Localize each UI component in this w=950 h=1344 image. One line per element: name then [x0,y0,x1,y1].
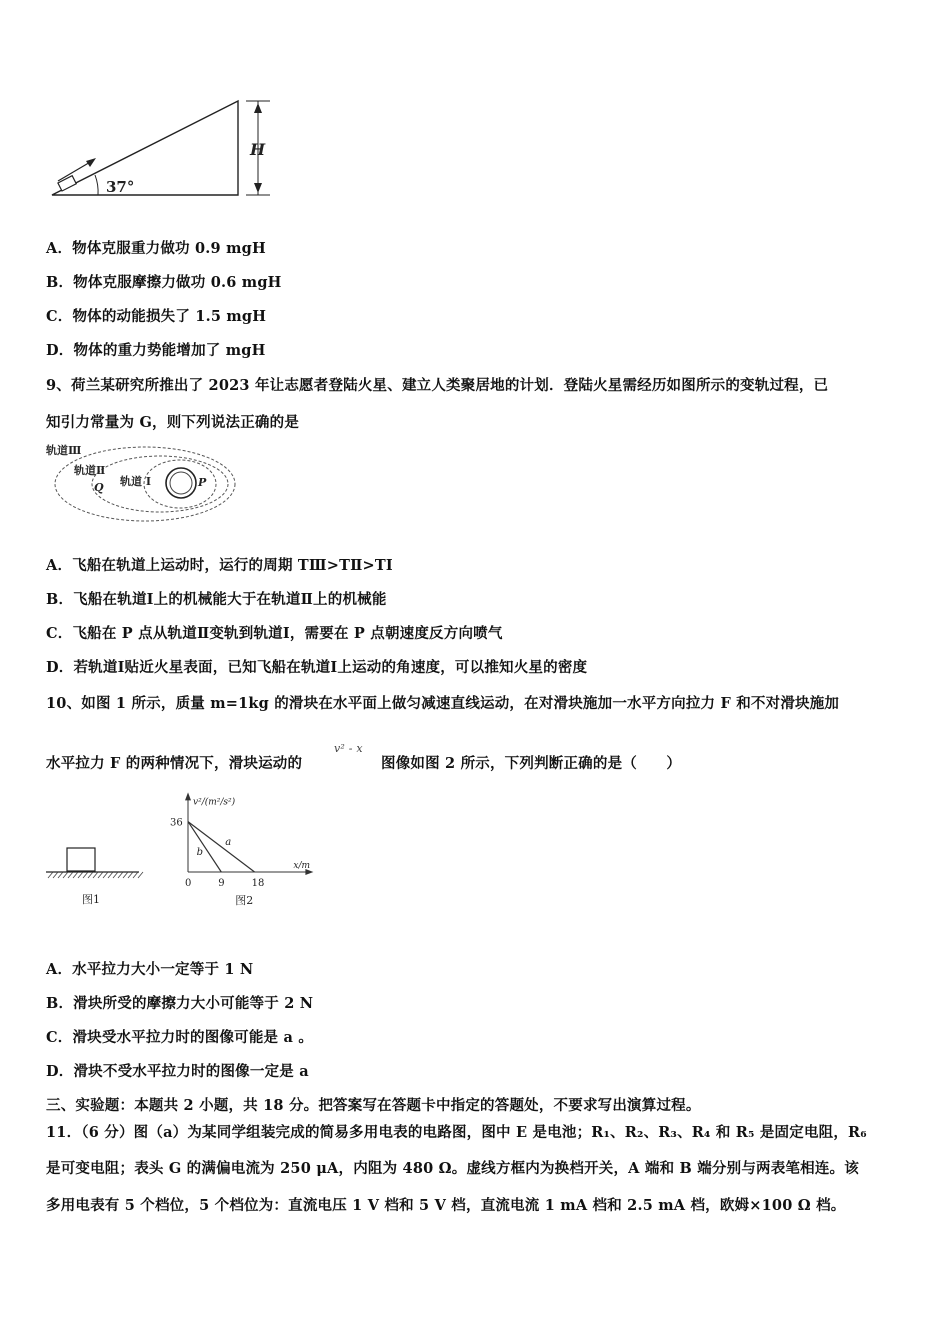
origin-label: 0 [185,878,192,889]
ground-hatch [68,872,73,878]
slider-block [67,848,95,871]
y-axis-arrow [185,792,191,800]
series-label-b: b [196,846,204,858]
block-on-incline [58,176,76,191]
x-tick-label: 9 [218,878,225,889]
ground-hatch [93,872,98,878]
ground-hatch [118,872,123,878]
ground-hatch [113,872,118,878]
ground-hatch [108,872,113,878]
y-axis-label: v²/(m²/s²) [193,797,236,808]
q10-figure1 [44,845,144,915]
point-q-label: Q [94,481,104,494]
ground-hatch [123,872,128,878]
q9-option-c: C．飞船在 P 点从轨道Ⅱ变轨到轨道Ⅰ，需要在 P 点朝速度反方向喷气 [46,625,503,642]
q8-option-b: B．物体克服摩擦力做功 0.6 mgH [46,274,282,291]
q9-stem-line1: 9、荷兰某研究所推出了 2023 年让志愿者登陆火星、建立人类聚居地的计划．登陆火星需经历如图所示的变轨过程，已 [46,377,829,394]
q10-option-b: B．滑块所受的摩擦力大小可能等于 2 N [46,995,314,1012]
q8-option-d: D．物体的重力势能增加了 mgH [46,342,266,359]
q10-chart [160,790,320,910]
q8-option-c: C．物体的动能损失了 1.5 mgH [46,308,267,325]
q10-option-a: A．水平拉力大小一定等于 1 N [46,961,254,978]
orbit3-label: 轨道Ⅲ [46,444,82,457]
orbit-figure [40,440,230,535]
angle-label: 37° [106,178,135,196]
q9-option-a: A．飞船在轨道上运动时，运行的周期 TⅢ>TⅡ>TⅠ [46,557,393,574]
q11-line2: 是可变电阻；表头 G 的满偏电流为 250 μA，内阻为 480 Ω。虚线方框内为换档开关，A 端和 B 端分别与两表笔相连。该 [46,1160,859,1177]
q8-option-a: A．物体克服重力做功 0.9 mgH [46,240,266,257]
fig1-caption: 图1 [82,893,100,906]
ground-hatch [48,872,53,878]
ground-hatch [73,872,78,878]
q10-option-c: C．滑块受水平拉力时的图像可能是 a 。 [46,1029,314,1046]
ground-hatch [88,872,93,878]
orbit1-label: 轨道 Ⅰ [120,475,151,488]
q9-stem-line2: 知引力常量为 G，则下列说法正确的是 [46,414,300,431]
height-label: H [250,140,266,159]
series-line-b [188,822,221,872]
x-tick-label: 18 [251,878,265,889]
q11-line3: 多用电表有 5 个档位，5 个档位为：直流电压 1 V 档和 5 V 档，直流电流 1 mA 档和 2.5 mA 档，欧姆×100 Ω 档。 [46,1197,846,1214]
ground-hatch [133,872,138,878]
q10-option-d: D．滑块不受水平拉力时的图像一定是 a [46,1063,309,1080]
section3-heading: 三、实验题：本题共 2 小题，共 18 分。把答案写在答题卡中指定的答题处，不要求写出演算过程。 [46,1097,701,1114]
y-tick-label: 36 [170,817,183,829]
ground-hatch [83,872,88,878]
ground-hatch [58,872,63,878]
x-axis-label: x/m [293,861,311,871]
q10-stem-line1: 10、如图 1 所示，质量 m=1kg 的滑块在水平面上做匀减速直线运动，在对滑块施加一水平方向拉力 F 和不对滑块施加 [46,695,840,712]
q9-option-b: B．飞船在轨道Ⅰ上的机械能大于在轨道Ⅱ上的机械能 [46,591,387,608]
point-p-label: P [198,476,207,489]
series-label-a: a [225,836,232,848]
ground-hatch [128,872,133,878]
q9-option-d: D．若轨道Ⅰ贴近火星表面，已知飞船在轨道Ⅰ上运动的角速度，可以推知火星的密度 [46,659,588,676]
ground-hatch [98,872,103,878]
fig2-caption: 图2 [235,894,254,907]
ground-hatch [138,872,143,878]
incline-figure [40,95,280,205]
ground-hatch [103,872,108,878]
ground-hatch [78,872,83,878]
q11-line1: 11．（6 分）图（a）为某同学组装完成的简易多用电表的电路图，图中 E 是电池；R₁、R₂、R₃、R₄ 和 R₅ 是固定电阻，R₆ [46,1124,867,1141]
q10-formula: v² - x [334,742,363,755]
ground-hatch [53,872,58,878]
orbit2-label: 轨道Ⅱ [74,464,106,477]
q10-stem-line2a: 水平拉力 F 的两种情况下，滑块运动的 [46,755,303,772]
ground-hatch [63,872,68,878]
q10-stem-line2b: 图像如图 2 所示，下列判断正确的是（ ） [381,755,682,772]
